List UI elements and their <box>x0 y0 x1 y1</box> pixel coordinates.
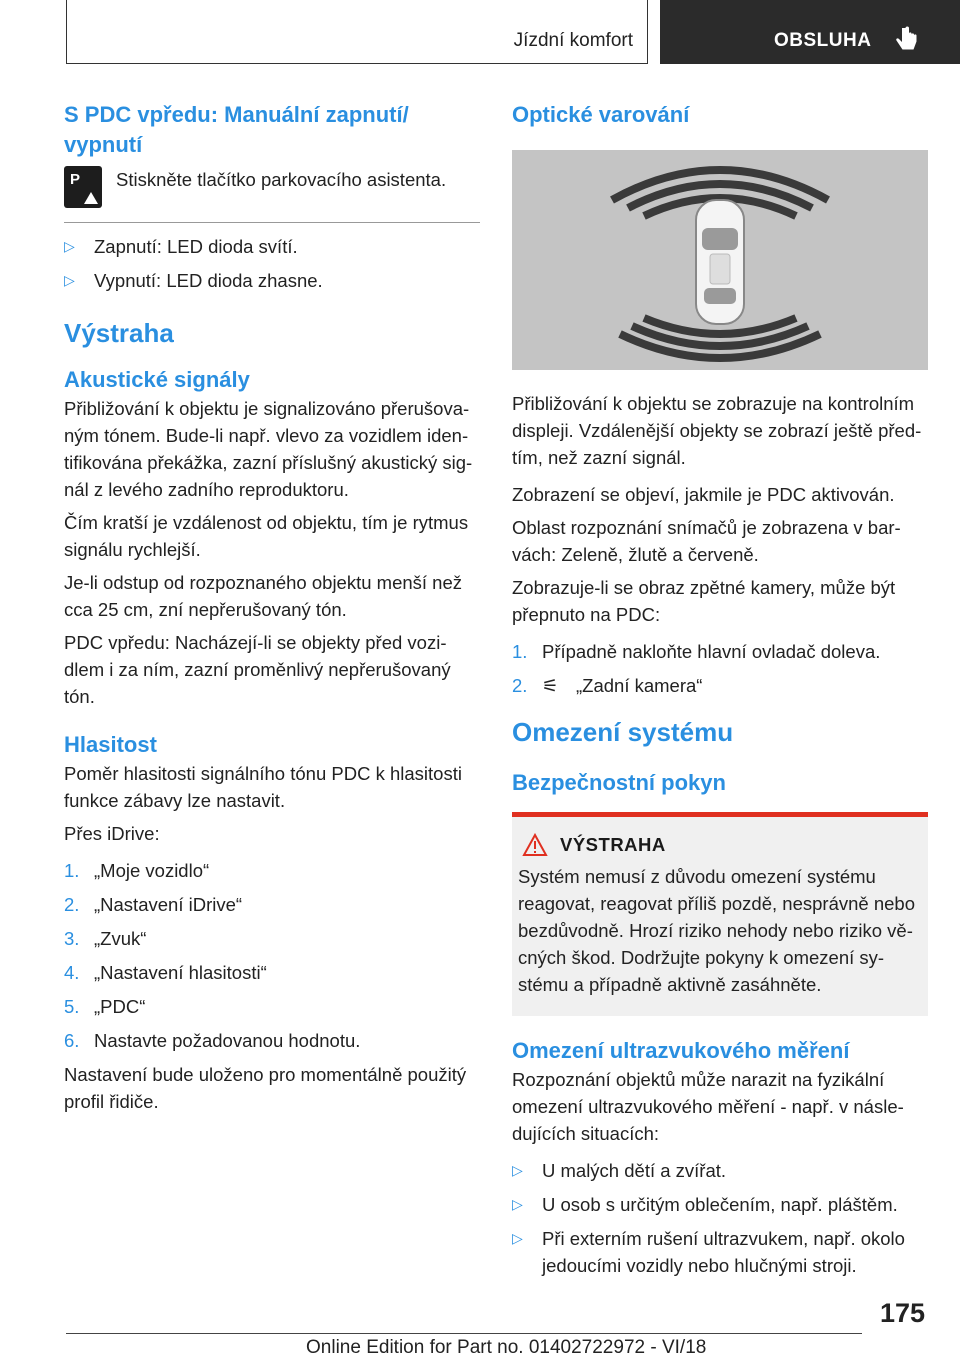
paragraph: Přibližování k objektu se zobrazuje na kontrolním displeji. Vzdálenější objekty se zobrazí ještě před- tím, než zazní signál. <box>512 393 922 468</box>
header-chapter-box <box>660 0 960 64</box>
list-item: 6. Nastavte požadovanou hodnotu. <box>64 1030 361 1051</box>
footer-edition: Online Edition for Part no. 01402722972 - VI/18 <box>306 1337 707 1358</box>
paragraph: Rozpoznání objektů může narazit na fyzikální omezení ultrazvukového měření - např. v násle- dujících situacích: <box>512 1069 904 1144</box>
right-column <box>512 100 928 1286</box>
paragraph: Nastavení bude uloženo pro momentálně použitý profil řidiče. <box>64 1064 467 1112</box>
warning-box <box>512 812 928 1016</box>
ultrasonic-situations-list <box>512 1157 928 1279</box>
heading-system-limits: Omezení systému <box>512 717 734 747</box>
pdc-button-instruction <box>64 166 480 208</box>
paragraph: Oblast rozpoznání snímačů je zobrazena v bar- vách: Zeleně, žlutě a červeně. <box>512 517 901 565</box>
header-section-box <box>66 0 648 64</box>
parking-assistant-button-icon: P <box>64 166 102 208</box>
list-item: 2. ⚟ „Zadní kamera“ <box>512 672 928 699</box>
list-item: 3. „Zvuk“ <box>64 928 147 949</box>
list-item: 2. „Nastavení iDrive“ <box>64 894 243 915</box>
list-item: ▷ Zapnutí: LED dioda svítí. <box>64 236 298 257</box>
footer-divider <box>66 1333 862 1334</box>
rear-camera-icon: ⚟ <box>542 675 559 696</box>
list-item: 5. „PDC“ <box>64 996 146 1017</box>
header-section-title: Jízdní komfort <box>513 30 633 51</box>
list-item: ▷ Při externím rušení ultrazvukem, např. okolo jedoucími vozidly nebo hlučnými stroji. <box>512 1228 905 1276</box>
paragraph: Je-li odstup od rozpoznaného objektu menší než cca 25 cm, zní nepřerušovaný tón. <box>64 572 463 620</box>
pdc-button-text: Stiskněte tlačítko parkovacího asistenta. <box>116 169 447 190</box>
list-item: 1. „Moje vozidlo“ <box>64 860 210 881</box>
header-chapter-title: OBSLUHA <box>774 30 872 51</box>
heading-ultrasonic-limits: Omezení ultrazvukového měření <box>512 1038 850 1063</box>
heading-warning: Výstraha <box>64 318 174 348</box>
list-item: 1. Případně nakloňte hlavní ovladač doleva. <box>512 641 881 662</box>
page-number: 175 <box>880 1298 926 1328</box>
list-item: ▷ U osob s určitým oblečením, např. pláštěm. <box>512 1194 898 1215</box>
left-column <box>64 100 480 1115</box>
camera-steps-list <box>512 638 928 699</box>
paragraph: Poměr hlasitosti signálního tónu PDC k hlasitosti funkce zábavy lze nastavit. <box>64 763 462 811</box>
heading-safety-note: Bezpečnostní pokyn <box>512 770 726 795</box>
paragraph: PDC vpředu: Nacházejí-li se objekty před vozi- dlem i za ním, zazní proměnlivý nepřerušovaný tón. <box>64 632 451 707</box>
heading-acoustic-signals: Akustické signály <box>64 367 250 392</box>
volume-steps-list <box>64 857 480 1054</box>
list-item: ▷ U malých dětí a zvířat. <box>512 1160 727 1181</box>
heading-pdc-manual: S PDC vpředu: Manuální zapnutí/ vypnutí <box>64 102 409 157</box>
pdc-led-list <box>64 233 480 294</box>
list-item: 4. „Nastavení hlasitosti“ <box>64 962 267 983</box>
warning-text: Systém nemusí z důvodu omezení systému reagovat, reagovat příliš pozdě, nesprávně nebo bezdůvodně. Hrozí riziko nehody nebo riziko vě- cných škod. Dodržujte pokyny k omezení sy- stému a případně aktivně zasáhněte. <box>518 866 915 995</box>
divider <box>64 222 480 223</box>
paragraph: Přibližování k objektu je signalizováno přerušova- ným tónem. Bude-li např. vlevo za vozidlem iden- tifikována překážka, zazní příslušný akustický sig- nál z levého zadního reproduktoru. <box>64 398 473 500</box>
paragraph: Čím kratší je vzdálenost od objektu, tím je rytmus signálu rychlejší. <box>64 512 469 560</box>
warning-title: VÝSTRAHA <box>560 834 666 855</box>
heading-volume: Hlasitost <box>64 732 157 757</box>
warning-triangle-icon <box>522 833 548 857</box>
paragraph: Zobrazuje-li se obraz zpětné kamery, může být přepnuto na PDC: <box>512 577 896 625</box>
paragraph: Zobrazení se objeví, jakmile je PDC aktivován. <box>512 484 895 505</box>
paragraph: Přes iDrive: <box>64 823 160 844</box>
list-item: ▷ Vypnutí: LED dioda zhasne. <box>64 270 323 291</box>
hand-pointer-icon <box>894 26 920 54</box>
pdc-display-illustration <box>512 150 928 370</box>
heading-optical-warning: Optické varování <box>512 102 690 127</box>
